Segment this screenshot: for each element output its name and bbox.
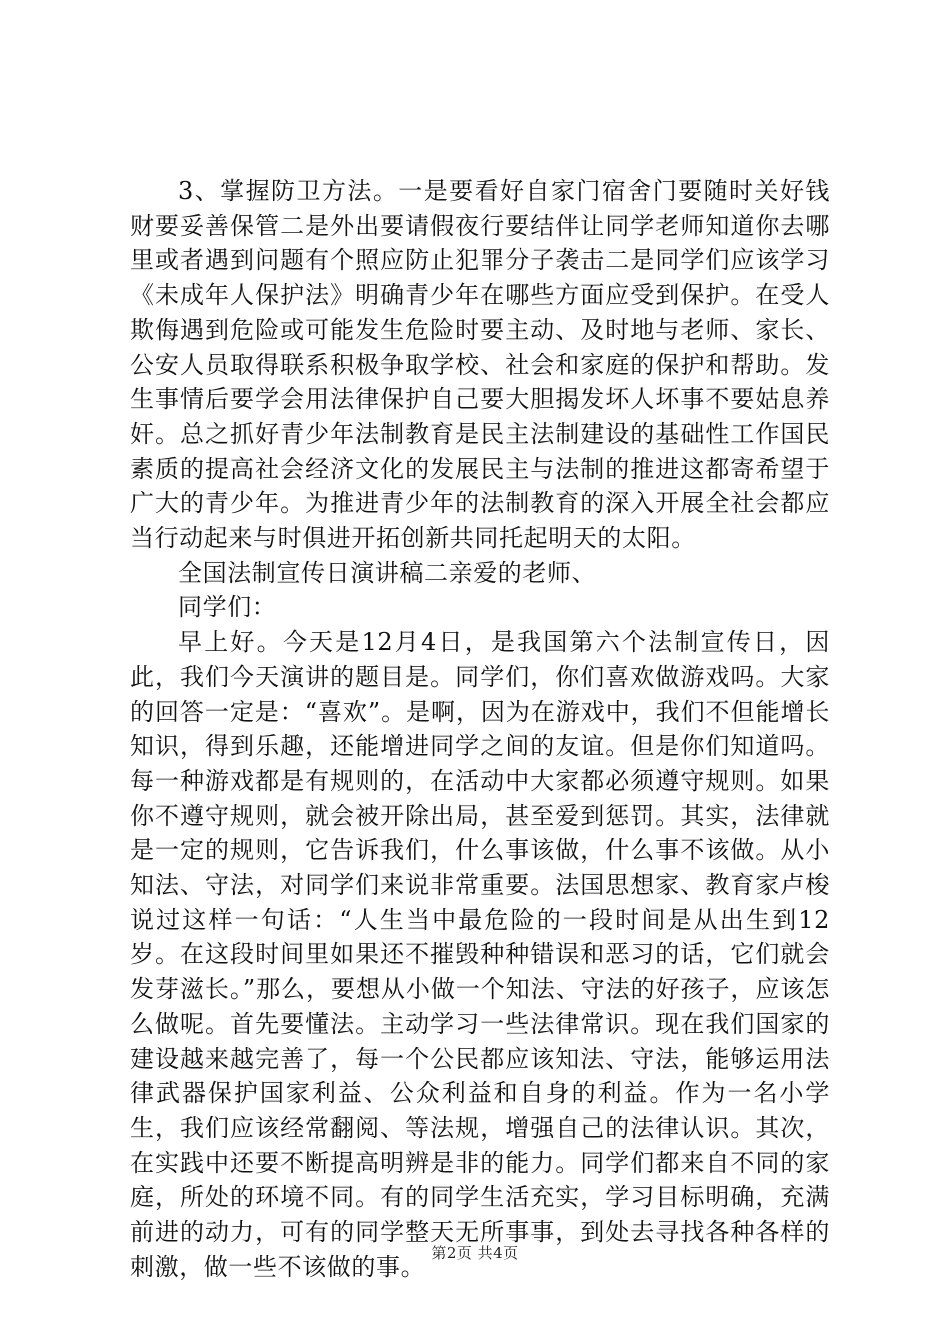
paragraph-defense-methods: 3、掌握防卫方法。一是要看好自家门宿舍门要随时关好钱财要妥善保管二是外出要请假夜行要结伴让同学老师知道你去哪里或者遇到问题有个照应防止犯罪分子袭击二是同学们应该学习《未成年人保护法》明确青少年在哪些方面应受到保护。在受人欺侮遇到危险或可能发生危险时要主动、及时地与老师、家长、公安人员取得联系积极争取学校、社会和家庭的保护和帮助。发生事情后要学会用法律保护自己要大胆揭发坏人坏事不要姑息养奸。总之抓好青少年法制教育是民主法制建设的基础性工作国民素质的提高社会经济文化的发展民主与法制的推进这都寄希望于广大的青少年。为推进青少年的法制教育的深入开展全社会都应当行动起来与时俱进开拓创新共同托起明天的太阳。	[130, 177, 830, 553]
page-number-footer: 第2页 共4页	[431, 1244, 519, 1262]
paragraph-speech-title: 全国法制宣传日演讲稿二亲爱的老师、	[178, 558, 597, 587]
document-body	[130, 174, 830, 1285]
paragraph-salutation: 同学们：	[178, 593, 277, 622]
paragraph-speech-body: 早上好。今天是12月4日，是我国第六个法制宣传日，因此，我们今天演讲的题目是。同学们，你们喜欢做游戏吗。大家的回答一定是：“喜欢”。是啊，因为在游戏中，我们不但能增长知识，得到乐趣，还能增进同学之间的友谊。但是你们知道吗。每一种游戏都是有规则的，在活动中大家都必须遵守规则。如果你不遵守规则，就会被开除出局，甚至爱到惩罚。其实，法律就是一定的规则，它告诉我们，什么事该做，什么事不该做。从小知法、守法，对同学们来说非常重要。法国思想家、教育家卢梭说过这样一句话：“人生当中最危险的一段时间是从出生到12岁。在这段时间里如果还不摧毁种种错误和恶习的话，它们就会发芽滋长。”那么，要想从小做一个知法、守法的好孩子，应该怎么做呢。首先要懂法。主动学习一些法律常识。现在我们国家的建设越来越完善了，每一个公民都应该知法、守法，能够运用法律武器保护国家利益、公众利益和自身的利益。作为一名小学生，我们应该经常翻阅、等法规，增强自己的法律认识。其次，在实践中还要不断提高明辨是非的能力。同学们都来自不同的家庭，所处的环境不同。有的同学生活充实，学习目标明确，充满前进的动力，可有的同学整天无所事事，到处去寻找各种各样的刺激，做一些不该做的事。	[130, 628, 830, 1281]
